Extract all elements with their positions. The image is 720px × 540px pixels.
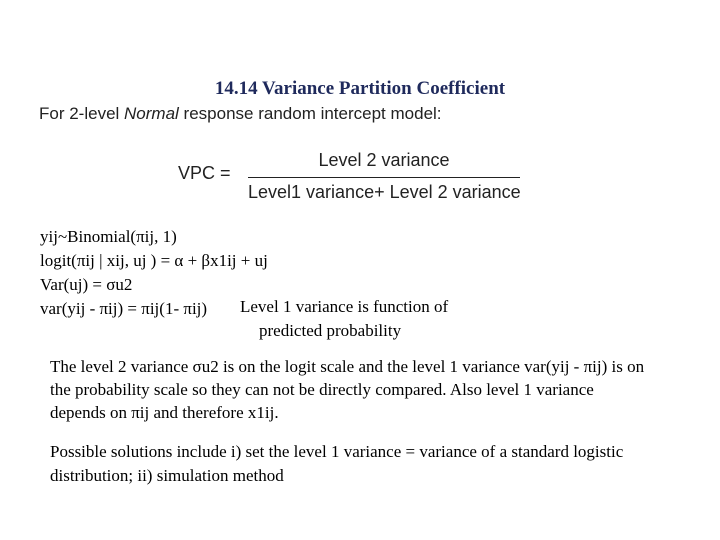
model-line-1: yij~Binomial(πij, 1) <box>40 227 177 246</box>
slide-title: 14.14 Variance Partition Coefficient <box>214 78 506 99</box>
paragraph-solutions: Possible solutions include i) set the level 1 variance = variance of a standard logistic distribution; ii) simulation method <box>50 442 624 485</box>
vpc-lhs: VPC = <box>178 163 231 183</box>
intro-text <box>39 104 442 124</box>
note-line-2: predicted probability <box>259 321 402 340</box>
vpc-numerator: Level 2 variance <box>318 150 450 170</box>
intro-italic: Normal <box>124 104 179 123</box>
note-line-1: Level 1 variance is function of <box>240 297 449 316</box>
intro-prefix: For 2-level <box>39 104 125 123</box>
level1-note <box>240 295 448 343</box>
vpc-fraction <box>248 150 520 206</box>
paragraph-comparison: The level 2 variance σu2 is on the logit scale and the level 1 variance var(yij - πij) is on the probability scale so they can not be directly compared. Also level 1 variance depends on πij and therefore x1ij. <box>50 357 645 422</box>
fraction-bar <box>248 177 520 178</box>
model-line-4: var(yij - πij) = πij(1- πij) <box>40 299 208 318</box>
model-equations <box>40 225 268 321</box>
model-line-3: Var(uj) = σu2 <box>40 275 133 294</box>
intro-suffix: response random intercept model: <box>178 104 442 123</box>
model-line-2: logit(πij | xij, uj ) = α + βx1ij + uj <box>40 251 268 270</box>
vpc-denominator: Level1 variance+ Level 2 variance <box>248 182 521 202</box>
